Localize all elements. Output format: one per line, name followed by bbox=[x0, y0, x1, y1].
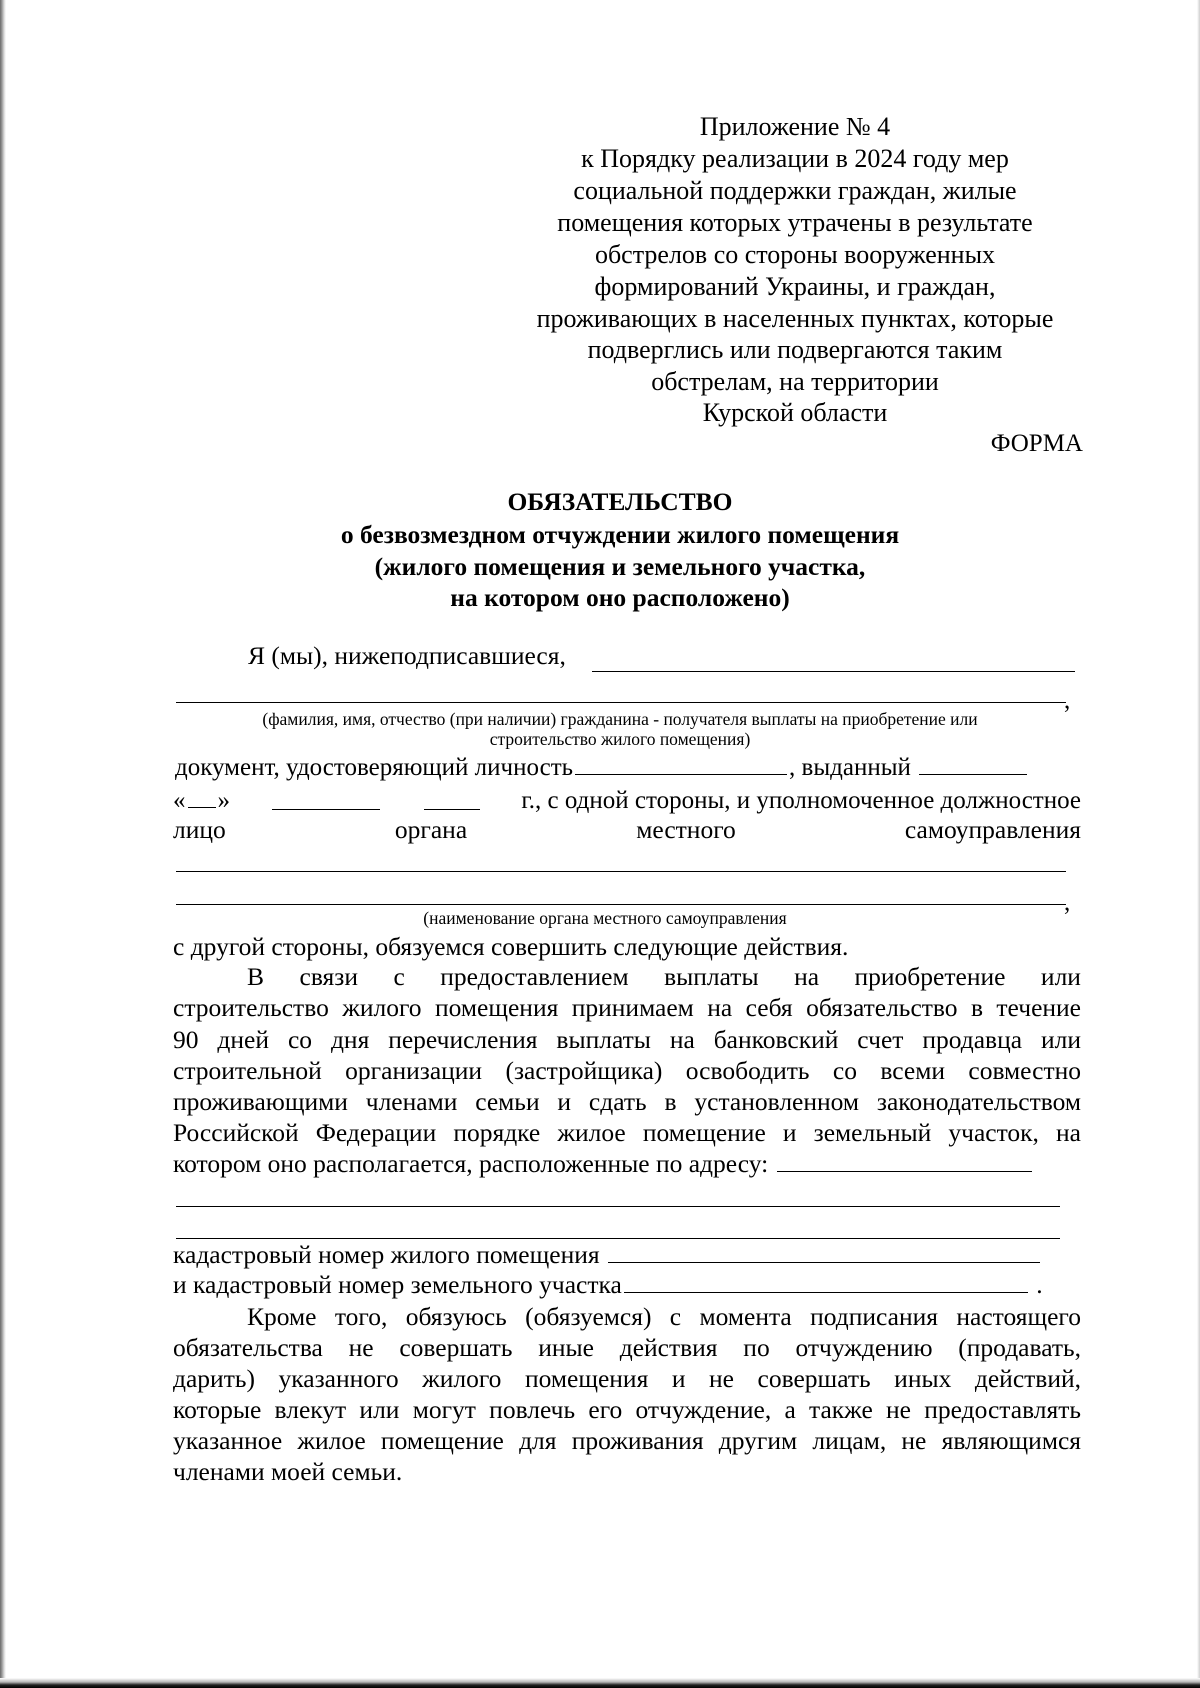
id-document-field[interactable] bbox=[575, 773, 787, 775]
word: с bbox=[393, 962, 405, 991]
date-line bbox=[173, 786, 1081, 816]
year-side-text: г., с одной стороны, и уполномоченное должностное bbox=[521, 787, 1081, 814]
title-subtitle: о безвозмездном отчуждении жилого помещения bbox=[340, 520, 900, 549]
paragraph-line: Российской Федерации порядке жилое помещение и земельный участок, на bbox=[173, 1118, 1081, 1147]
issued-by-field[interactable] bbox=[919, 773, 1027, 775]
address-line bbox=[173, 1149, 1034, 1179]
id-document-line bbox=[175, 753, 1029, 783]
id-document-label: документ, удостоверяющий личность bbox=[175, 754, 574, 781]
word: на bbox=[794, 962, 820, 991]
year-field[interactable] bbox=[424, 808, 480, 810]
paragraph-line: проживающими членами семьи и сдать в установленном законодательством bbox=[173, 1087, 1081, 1116]
word: связи bbox=[299, 962, 358, 991]
appendix-line: подверглись или подвергаются таким bbox=[587, 335, 1003, 364]
official-line bbox=[173, 815, 1081, 845]
appendix-line: формирований Украины, и граждан, bbox=[594, 272, 996, 301]
cadastral-land-field[interactable] bbox=[624, 1291, 1028, 1293]
quote-close: » bbox=[217, 787, 230, 814]
word: приобретение bbox=[854, 962, 1006, 991]
paragraph-line: 90 дней со дня перечисления выплаты на банковский счет продавца или bbox=[173, 1025, 1081, 1054]
paragraph-first-line bbox=[247, 962, 1081, 992]
cadastral-dwelling-line bbox=[173, 1240, 1042, 1270]
authority-field[interactable] bbox=[176, 871, 1066, 872]
appendix-line: помещения которых утрачены в результате bbox=[557, 208, 1033, 237]
paragraph-line: обязательства не совершать иные действия по отчуждению (продавать, bbox=[173, 1333, 1081, 1362]
field-caption: строительство жилого помещения) bbox=[489, 729, 751, 749]
comma: , bbox=[1064, 889, 1071, 916]
signatories-name-field[interactable] bbox=[592, 671, 1075, 672]
word: местного bbox=[636, 815, 736, 844]
word: органа bbox=[394, 815, 468, 844]
paragraph-line: строительство жилого помещения принимаем на себя обязательство в течение bbox=[173, 993, 1081, 1022]
address-field-3[interactable] bbox=[176, 1238, 1060, 1239]
comma: , bbox=[1064, 687, 1071, 714]
day-field[interactable] bbox=[188, 806, 216, 808]
cadastral-land-label: и кадастровый номер земельного участка bbox=[173, 1270, 622, 1299]
cadastral-dwelling-label: кадастровый номер жилого помещения bbox=[173, 1240, 600, 1269]
cadastral-dwelling-field[interactable] bbox=[608, 1261, 1040, 1263]
paragraph-line: строительной организации (застройщика) освободить со всеми совместно bbox=[173, 1056, 1081, 1085]
form-label: ФОРМА bbox=[990, 430, 1083, 457]
address-label: котором оно располагается, расположенные по адресу: bbox=[173, 1149, 769, 1178]
scan-edge-left bbox=[0, 0, 6, 1688]
period: . bbox=[1036, 1270, 1043, 1299]
word: выплаты bbox=[664, 962, 759, 991]
word: предоставлением bbox=[440, 962, 629, 991]
word: лицо bbox=[173, 815, 226, 844]
paragraph-last-line: членами моей семьи. bbox=[173, 1457, 403, 1486]
title-subtitle: (жилого помещения и земельного участка, bbox=[374, 552, 866, 581]
scan-edge-bottom bbox=[0, 1678, 1200, 1688]
appendix-line: Курской области bbox=[702, 398, 888, 427]
field-caption: (фамилия, имя, отчество (при наличии) гражданина - получателя выплаты на приобретение или bbox=[262, 709, 978, 729]
appendix-line: к Порядку реализации в 2024 году мер bbox=[581, 144, 1009, 173]
paragraph-line: дарить) указанного жилого помещения и не совершать иных действий, bbox=[173, 1364, 1081, 1393]
appendix-line: социальной поддержки граждан, жилые bbox=[573, 176, 1017, 205]
address-field-2[interactable] bbox=[176, 1206, 1060, 1207]
address-field[interactable] bbox=[777, 1170, 1032, 1172]
appendix-line: проживающих в населенных пунктах, которые bbox=[536, 304, 1054, 333]
paragraph-line: Кроме того, обязуюсь (обязуемся) с момента подписания настоящего bbox=[247, 1302, 1081, 1331]
word: самоуправления bbox=[904, 815, 1081, 844]
field-caption: (наименование органа местного самоуправления bbox=[423, 908, 787, 928]
cadastral-land-line bbox=[173, 1270, 1043, 1300]
paragraph-line: указанное жилое помещение для проживания другим лицам, не являющимся bbox=[173, 1426, 1081, 1455]
word: или bbox=[1040, 962, 1081, 991]
title-heading: ОБЯЗАТЕЛЬСТВО bbox=[507, 487, 733, 516]
month-field[interactable] bbox=[272, 808, 380, 810]
appendix-line: обстрелов со стороны вооруженных bbox=[594, 240, 996, 269]
intro-text: Я (мы), нижеподписавшиеся, bbox=[248, 641, 566, 670]
authority-field-2[interactable] bbox=[176, 904, 1066, 905]
other-side-text: с другой стороны, обязуемся совершить следующие действия. bbox=[173, 932, 849, 961]
signatories-name-field-2[interactable] bbox=[176, 702, 1066, 703]
paragraph-line: которые влекут или могут повлечь его отчуждение, а также не предоставлять bbox=[173, 1395, 1081, 1424]
word: В bbox=[247, 962, 265, 991]
date-day bbox=[173, 786, 230, 816]
quote-open: « bbox=[173, 787, 186, 814]
issued-label: , выданный bbox=[789, 754, 911, 781]
title-subtitle: на котором оно расположено) bbox=[450, 583, 790, 612]
appendix-line: Приложение № 4 bbox=[699, 112, 891, 141]
appendix-line: обстрелам, на территории bbox=[651, 367, 939, 396]
